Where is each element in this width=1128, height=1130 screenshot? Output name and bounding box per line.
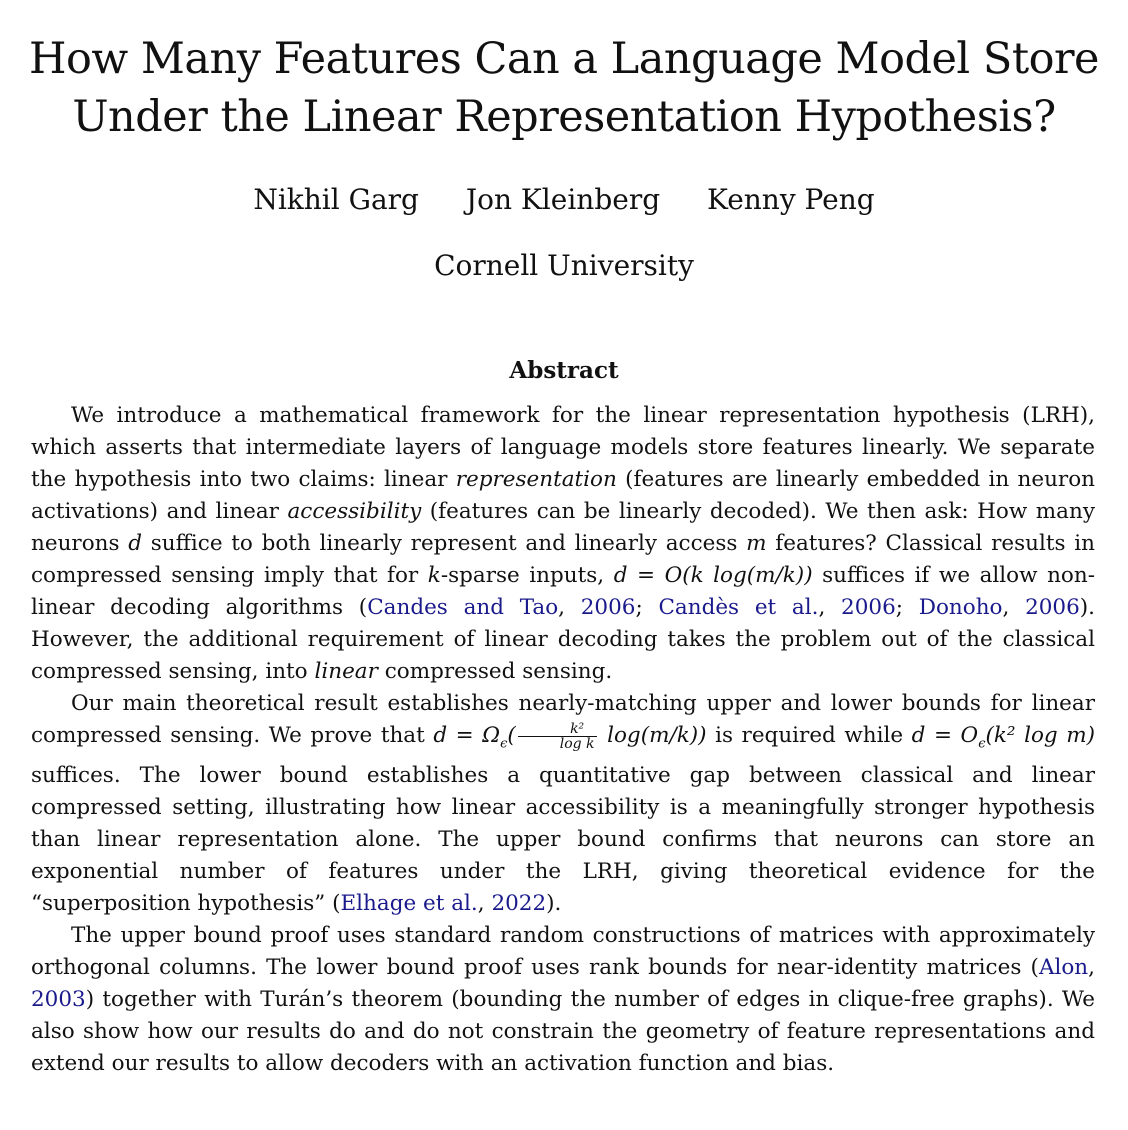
math-expression: d = O(k log(m/k))	[613, 563, 813, 588]
author-list	[0, 182, 1128, 218]
abstract-heading: Abstract	[509, 357, 619, 384]
author-name: Kenny Peng	[707, 183, 875, 216]
affiliation: Cornell University	[434, 249, 694, 282]
fraction: $\frac{\text{k²}}{\text{log k}}$	[518, 722, 597, 751]
math-var: k	[427, 563, 441, 588]
title-line-1: How Many Features Can a Language Model Store	[29, 34, 1099, 84]
emphasis: linear	[314, 659, 378, 684]
title-line-2: Under the Linear Representation Hypothesis?	[72, 92, 1056, 142]
emphasis: representation	[455, 467, 617, 492]
citation-link[interactable]: Elhage et al.	[340, 891, 478, 917]
emphasis: accessibility	[287, 499, 422, 524]
abstract-paragraph-3: The upper bound proof uses standard random constructions of matrices with approximately orthogonal columns. The lower bound proof uses rank bounds for near-identity matrices (Alon, 2003) together with Turán’s theorem (bounding the number of edges in clique-free graphs). We also show how our results do and do not constrain the geometry of feature representations and extend our results to allow decoders with an activation function and bias.	[31, 923, 1095, 1077]
citation-link[interactable]: 2003	[31, 987, 86, 1013]
abstract-paragraph-2: Our main theoretical result establishes nearly-matching upper and lower bounds for linear compressed sensing. We prove that $d = \Omega_\epsilon$( $\frac{\text{k²}}{\text{log k}}$ log(m/k)) is required while $d = O_\epsilon(k^2$ log m) suffices. The lower bound establishes a quantitative gap between classical and linear compressed setting, illustrating how linear accessibility is a meaningfully stronger hypothesis than linear representation alone. The upper bound confirms that neurons can store an exponential number of features under the LRH, giving theoretical evidence for the “superposition hypothesis” (Elhage et al., 2022).	[31, 691, 1095, 917]
math-expression: $d = O_\epsilon(k^2$ log m)	[911, 723, 1095, 752]
abstract-body	[31, 400, 1095, 1080]
citation-link[interactable]: 2006	[580, 595, 636, 620]
math-var: m	[746, 531, 767, 556]
citation-link[interactable]: 2022	[491, 891, 547, 917]
citation-link[interactable]: Donoho	[918, 595, 1003, 620]
author-name: Jon Kleinberg	[465, 183, 661, 216]
math-expression: $d = \Omega_\epsilon$( $\frac{\text{k²}}{\text{log k}}$ log(m/k))	[433, 720, 707, 752]
citation-link[interactable]: Candès et al.	[658, 595, 819, 620]
author-name: Nikhil Garg	[253, 183, 419, 216]
abstract-paragraph-1: We introduce a mathematical framework for the linear representation hypothesis (LRH), which asserts that intermediate layers of language models store features linearly. We separate the hypothesis into two claims: linear representation (features are linearly embedded in neuron activations) and linear accessibility (features can be linearly decoded). We then ask: How many neurons d suffice to both linearly represent and linearly access m features? Classical results in compressed sensing imply that for k-sparse inputs, d = O(k log(m/k)) suffices if we allow non-linear decoding algorithms (Candes and Tao, 2006; Candès et al., 2006; Donoho, 2006). However, the additional requirement of linear decoding takes the problem out of the classical compressed sensing, into linear compressed sensing.	[31, 403, 1096, 684]
citation-link[interactable]: 2006	[841, 595, 896, 620]
math-var: d	[128, 531, 143, 556]
citation-link[interactable]: Candes and Tao	[367, 595, 559, 620]
citation-link[interactable]: 2006	[1025, 595, 1080, 620]
paper-title	[0, 30, 1128, 146]
citation-link[interactable]: Alon	[1038, 955, 1089, 981]
